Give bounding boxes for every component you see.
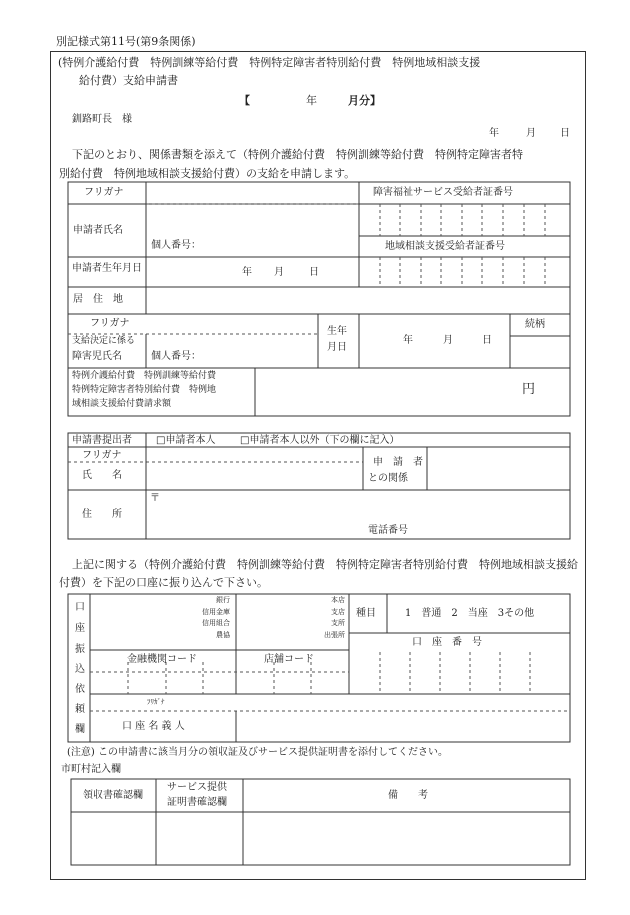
relationship-label: 続柄 [525, 319, 545, 330]
relation-label-line2: との関係 [368, 473, 408, 484]
bank-type-kumiai: 信用組合 [202, 619, 230, 627]
account-kind-label: 種目 [356, 608, 376, 619]
child-birthdate-field[interactable] [361, 316, 508, 367]
holder-kana-label: ﾌﾘｶﾞﾅ [147, 698, 165, 706]
applicant-individual-number-field[interactable] [210, 238, 357, 255]
child-furigana-label: フリガナ [90, 318, 130, 329]
account-kind-options[interactable]: 1 普通 2 当座 3その他 [405, 608, 535, 619]
submitter-name-field[interactable] [148, 464, 361, 489]
relation-label-line1: 申 請 者 [373, 457, 423, 468]
phone-field[interactable] [420, 524, 568, 538]
child-individual-number-label: 個人番号： [151, 351, 201, 362]
submitter-label: 申請書提出者 [72, 435, 132, 446]
holder-kana-field[interactable] [238, 696, 568, 710]
claim-amount-field[interactable] [257, 370, 517, 415]
regional-cert-number-label: 地域相談支援受給者証番号 [385, 241, 505, 252]
form-number: 別記様式第11号(第9条関係) [56, 35, 196, 48]
bank-branch-code-field[interactable] [92, 674, 347, 693]
attachment-note: (注意) この申請書に該当月分の領収証及びサービス提供証明書を添付してください。 [67, 747, 448, 758]
postal-mark: 〒 [150, 493, 160, 504]
option-other[interactable]: □申請者本人以外（下の欄に記入） [240, 435, 400, 446]
branch-type-head: 本店 [331, 596, 345, 604]
child-furigana-field[interactable] [148, 316, 316, 333]
relation-field[interactable] [429, 449, 568, 489]
individual-number-label: 個人番号： [151, 240, 201, 251]
account-number-label: 口 座 番 号 [412, 637, 482, 648]
submitter-address-label: 住 所 [82, 509, 122, 520]
applicant-birthdate-label: 申請者生年月日 [72, 263, 142, 274]
side-char-5: 依 [75, 684, 85, 695]
bank-type-shinkin: 信用金庫 [202, 608, 230, 616]
phone-label: 電話番号 [368, 525, 408, 536]
applicant-name-label: 申請者氏名 [73, 225, 123, 236]
service-cert-number-label: 障害福祉サービス受給者証番号 [373, 187, 513, 198]
service-cert-number-field[interactable] [361, 206, 568, 235]
service-cert-check-line2: 証明書確認欄 [167, 797, 227, 808]
account-holder-label: 口 座 名 義 人 [122, 721, 185, 732]
side-char-7: 欄 [75, 724, 85, 735]
transfer-text-line2: 付費）を下記の口座に振り込んで下さい。 [59, 576, 268, 589]
side-char-6: 頼 [75, 704, 85, 715]
child-label-line1: 支給決定に係る [72, 336, 136, 346]
receipt-check-field[interactable] [73, 814, 155, 864]
period-bracket-open: 【 [239, 94, 250, 107]
child-birth-label-line1: 生年 [327, 326, 347, 337]
branch-type-office: 出張所 [324, 631, 345, 639]
bank-code-label: 金融機関コード [127, 654, 197, 665]
date-year-label: 年 [489, 128, 499, 139]
addressee: 釧路町長 様 [72, 114, 132, 125]
transfer-text-line1: 上記に関する（特例介護給付費 特例訓練等給付費 特例特定障害者特別給付費 特例地域相談支援給 [72, 558, 578, 571]
form-title-line1: (特例介護給付費 特例訓練等給付費 特例特定障害者特別給付費 特例地域相談支援 [58, 56, 481, 69]
account-holder-field[interactable] [238, 713, 568, 741]
side-char-3: 振 [75, 644, 85, 655]
bank-name-field[interactable] [92, 596, 192, 632]
furigana-label: フリガナ [84, 187, 124, 198]
branch-name-field[interactable] [238, 596, 304, 632]
regional-cert-number-field[interactable] [361, 259, 568, 286]
relationship-field[interactable] [512, 338, 568, 367]
bank-type-nokyo: 農協 [216, 631, 230, 639]
branch-type-branch: 支店 [331, 608, 345, 616]
side-char-1: 口 [75, 602, 85, 613]
applicant-birthdate-field[interactable] [148, 259, 357, 286]
submitter-name-label: 氏 名 [82, 470, 122, 481]
period-month-label: 月分】 [348, 94, 381, 107]
child-year-label: 年 [403, 335, 413, 346]
claim-label-line2: 特例特定障害者特別給付費 特例地 [72, 385, 217, 395]
bank-type-bank: 銀行 [216, 596, 230, 604]
remarks-field[interactable] [245, 814, 568, 864]
form-title-line2: 給付費）支給申請書 [79, 74, 178, 87]
branch-type-sub: 支所 [331, 619, 345, 627]
birth-day-label: 日 [309, 267, 319, 278]
submitter-furigana-field[interactable] [148, 449, 361, 461]
submitter-furigana-label: フリガナ [82, 450, 122, 461]
birth-year-label: 年 [242, 267, 252, 278]
submitter-address-field[interactable] [160, 492, 568, 522]
intro-text-line1: 下記のとおり、関係書類を添えて（特例介護給付費 特例訓練等給付費 特例特定障害者特 [72, 148, 523, 161]
residence-field[interactable] [148, 289, 568, 313]
claim-label-line3: 域相談支援給付費請求額 [72, 399, 172, 409]
birth-month-label: 月 [274, 267, 284, 278]
date-month-label: 月 [526, 128, 536, 139]
account-number-field[interactable] [351, 652, 568, 693]
child-birth-label-line2: 月日 [327, 342, 347, 353]
residence-label: 居 住 地 [73, 294, 123, 305]
period-year-label: 年 [306, 94, 317, 107]
branch-code-label: 店舗コード [264, 654, 314, 665]
child-day-label: 日 [482, 335, 492, 346]
applicant-furigana-field[interactable] [148, 184, 357, 203]
child-month-label: 月 [443, 335, 453, 346]
remarks-label: 備 考 [388, 790, 428, 801]
applicant-name-field[interactable] [148, 206, 357, 236]
service-cert-check-field[interactable] [158, 814, 242, 864]
intro-text-line2: 別給付費 特例地域相談支援給付費）の支給を申請します。 [59, 167, 356, 180]
side-char-2: 座 [75, 623, 85, 634]
receipt-check-label: 領収書確認欄 [83, 790, 143, 801]
municipal-section-title: 市町村記入欄 [61, 764, 121, 775]
yen-unit: 円 [522, 382, 536, 397]
child-label-line2: 障害児氏名 [72, 351, 122, 362]
side-char-4: 込 [75, 664, 85, 675]
child-name-field[interactable] [210, 336, 316, 367]
option-self[interactable]: □申請者本人 [156, 435, 216, 446]
claim-label-line1: 特例介護給付費 特例訓練等給付費 [72, 371, 217, 381]
service-cert-check-line1: サービス提供 [167, 782, 227, 793]
date-day-label: 日 [560, 128, 570, 139]
